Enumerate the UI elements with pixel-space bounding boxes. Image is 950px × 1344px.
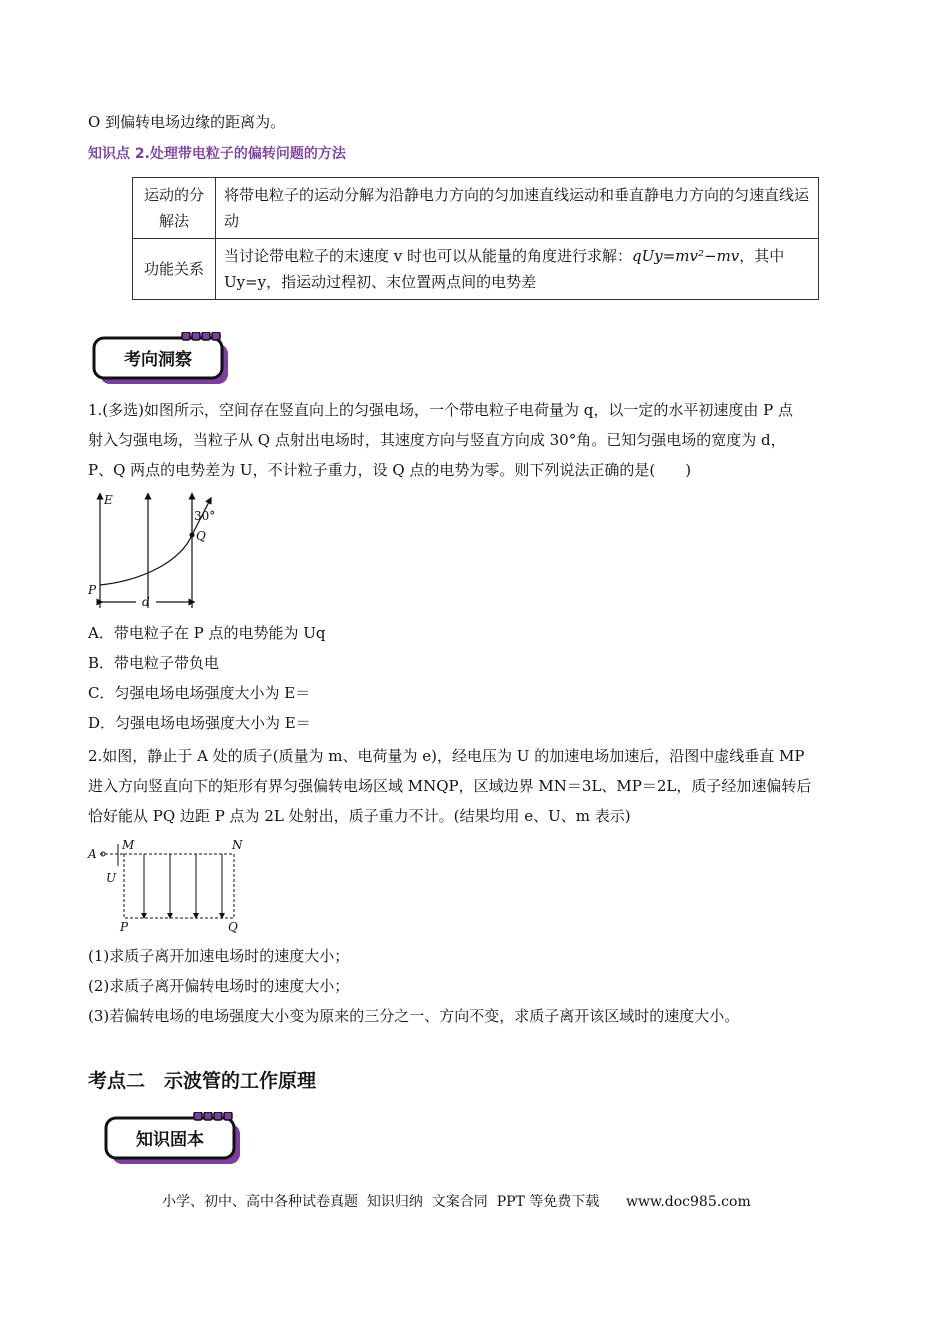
- section-title: 考点二 示波管的工作原理: [88, 1070, 317, 1092]
- fig1-d: d: [142, 595, 150, 609]
- q1-option-c: C．匀强电场电场强度大小为 E＝: [88, 684, 311, 702]
- q1-option-d: D．匀强电场电场强度大小为 E＝: [88, 714, 311, 732]
- fig1-Q: Q: [196, 529, 206, 543]
- footer-text: 小学、初中、高中各种试卷真题 知识归纳 文案合同 PPT 等免费下载 www.doc985.com: [162, 1194, 751, 1210]
- row2-header: 功能关系: [133, 239, 216, 300]
- q2-sub3: (3)若偏转电场的电场强度大小变为原来的三分之一、方向不变，求质子离开该区域时的速度大小。: [88, 1007, 740, 1025]
- badge-exam-direction: [92, 332, 232, 392]
- fig2-M: M: [122, 838, 135, 852]
- row2-text-b: ，其中 Uy=y，指运动过程初、末位置两点间的电势差: [224, 247, 785, 291]
- q2-figure: [86, 836, 256, 940]
- fig1-P: P: [88, 583, 97, 597]
- q1-line3: P、Q 两点的电势差为 U，不计粒子重力，设 Q 点的电势为零。则下列说法正确的是( ): [88, 461, 692, 479]
- table-row: [133, 239, 819, 300]
- q2-line3: 恰好能从 PQ 边距 P 点为 2L 处射出，质子重力不计。(结果均用 e、U、m 表示): [88, 807, 631, 825]
- q1-figure: [86, 490, 226, 619]
- badge-knowledge: [104, 1112, 244, 1172]
- q1-line1: 1.(多选)如图所示，空间存在竖直向上的匀强电场，一个带电粒子电荷量为 q，以一定的水平初速度由 P 点: [88, 401, 794, 419]
- row2-text-a: 当讨论带电粒子的末速度 v 时也可以从能量的角度进行求解：: [224, 247, 633, 265]
- intro-line: O 到偏转电场边缘的距离为。: [88, 113, 286, 131]
- q2-sub2: (2)求质子离开偏转电场时的速度大小；: [88, 977, 350, 995]
- q2-line1: 2.如图，静止于 A 处的质子(质量为 m、电荷量为 e)，经电压为 U 的加速电场加速后，沿图中虚线垂直 MP: [88, 747, 805, 765]
- row2-content: [216, 239, 819, 300]
- q1-option-b: B．带电粒子带负电: [88, 654, 220, 672]
- fig1-E: E: [104, 493, 113, 507]
- row2-formula: qUy=mv²−mv: [632, 247, 740, 265]
- q2-line2: 进入方向竖直向下的矩形有界匀强偏转电场区域 MNQP，区域边界 MN＝3L、MP＝2L，质子经加速偏转后: [88, 777, 812, 795]
- fig2-Q: Q: [228, 920, 238, 934]
- table-row: [133, 178, 819, 239]
- method-table: [132, 177, 819, 300]
- row1-header: 运动的分解法: [133, 178, 216, 239]
- fig2-N: N: [232, 838, 243, 852]
- fig1-angle: 30°: [194, 509, 216, 523]
- fig2-A: A: [88, 847, 97, 861]
- q1-option-a: A．带电粒子在 P 点的电势能为 Uq: [88, 624, 326, 642]
- q2-sub1: (1)求质子离开加速电场时的速度大小；: [88, 947, 350, 965]
- badge1-label: 考向洞察: [124, 350, 192, 370]
- knowledge-point-title: 知识点 2.处理带电粒子的偏转问题的方法: [88, 146, 346, 162]
- badge2-label: 知识固本: [136, 1130, 204, 1150]
- row1-content: 将带电粒子的运动分解为沿静电力方向的匀加速直线运动和垂直静电力方向的匀速直线运动: [216, 178, 819, 239]
- fig2-U: U: [106, 871, 117, 885]
- fig2-P: P: [120, 920, 129, 934]
- q1-line2: 射入匀强电场，当粒子从 Q 点射出电场时，其速度方向与竖直方向成 30°角。已知匀强电场的宽度为 d，: [88, 431, 786, 449]
